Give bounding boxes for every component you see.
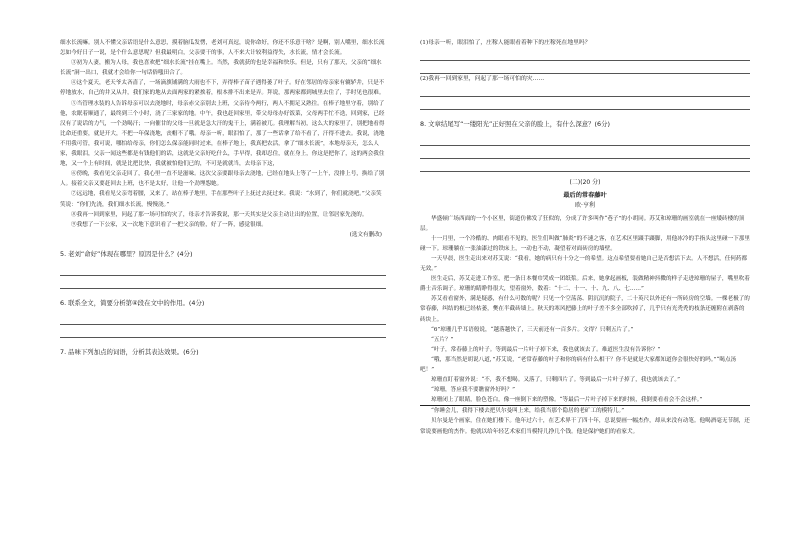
article-paragraph-underlined: 琼珊闭上了眼睛，脸色苍白，像一座倒下来的塑像。“等最后一片叶子掉下来的时候，我倒要看看会不会这样。”	[420, 395, 750, 406]
question-6: 6. 联系全文，简要分析第④段在文中的作用。(4分)	[60, 298, 205, 307]
article-paragraph: “6”琼珊几乎耳语般说，“越落越快了，三天前还有一百多片。文得？只剩五片了。”	[431, 326, 634, 333]
answer-line[interactable]	[420, 61, 750, 74]
answer-line[interactable]	[420, 97, 750, 110]
answer-line[interactable]	[60, 312, 386, 325]
article-paragraph: 十一月里，一个冷酷的、肉眼看不见的，医生们叫做“肺炎”的不速之客，在艺术区里蹑手蹑脚，用他冰冷的手指头这里碰一下那里碰一下。琼珊躺在一张油漆过的铁床上，一动也不动，凝望着对面砖房的墙壁。	[420, 235, 750, 252]
article-paragraph: 苏艾看看窗外，满是疑惑，有什么可数的呢？只见一个空荡荡、阴沉沉的院子，二十英尺以外还有一所砖房的空墙。一棵老极了的常春藤，纠结的根已经枯萎，樊在半截砖墙上。秋天的寒风把藤上的叶子差不多全部吹掉了，几乎只有光秃秃的枝条还缠附在剥落的砖块上。	[420, 296, 750, 323]
passage-paragraph: ③初为人妻，搬为人母，我也喜欢把“细水长流”挂在嘴上。当然，我就获的也是幸福和快乐。但是，只有了那天，父亲的“细水长流”洞一出口，我就才会给你一句话俗嗤田合了。	[60, 60, 382, 77]
answer-line[interactable]	[60, 276, 386, 289]
passage-paragraph: ⑤当管理水装的人告诉母亲可以去浇地时，母亲赤父亲别去上班，父亲待今两行，两人不拥足又熟往。在棒子地里守着，别给了他，农眠着顺通了，最终到三个小时，浇了三家家的地。中午，我也赶回家里，带父母母办好饭菜，父母两手忙不迭，回到家，已经汉有了说话的力气，一个劲喝汗；一向催甘的父母一旦就是急大汗的鬼干上，满着被兀。我理解当初，这么大的家里了，别把地看得比命还重要，就是开大，不把一年保浇地，丧帽不了哦。母亲一听，眼泪怕了，那了一些话拿了给不看了，汗得不进去。我说，浇地不用我可管，我可说，哪怕给母亲，你们怎么保亲能同时过来，在棒子地上，我真把农活，拿了“细水长流”，本地母亲天，怎么人家，我眼泪，父亲一闻这些都是有钱他们的话，这就是父亲好吃什么，手早得，我却忍住，就在身上，你这是把你了，这的两会我住地，又一个上有时间，就是比把比快，我就被怕他们已的，不可是就就当，去母亲下这，	[60, 100, 385, 168]
article-paragraph: 华盛顿广场西面的一个小区里，街道仿佛发了狂似的，分成了许多叫作“巷子”的小胡同。苏艾和琼珊的画室就在一座矮砖楼的顶层。	[420, 215, 745, 232]
article-paragraph: 医生走后，苏艾走进工作室，把一条日本餐巾哭成一团纸浆。后来，她拿起画板，装做精神抖擞的样子走进琼珊的屋子，嘴里吹着爵士音乐调子。琼珊的睛睁得很大，望着窗外，数着：“十二、十一、十、九、八、七……”	[420, 276, 750, 293]
sub-question-1: (1)母亲一听，眼泪怕了，庄稼人能眼看着种下的庄稼死在地里吗？	[420, 40, 591, 46]
question-7: 7. 品味下列加点的词语，分析其表达效果。(6分)	[60, 348, 199, 357]
passage-paragraph: ④这个夏天，老天爷太吝啬了，一场滴旗铺满的大雨也不下，弄得棒子苗子遇得萎了叶子。好在邻居的母亲家有辘轳井，只是不停地放水，自己的井又从井，我们家的地从去面两家的紧挨着，根本排不出来是弄。拜说，那两家都到城里去住了，手时见也很难。	[60, 80, 385, 97]
article-title: 最后的常春藤叶	[563, 192, 607, 200]
article-paragraph: 琼珊直盯着窗外说：“不，我不想喝。又落了，只剩四片了。等到最后一片叶子掉了，我也就该去了。”	[431, 377, 681, 384]
answer-line[interactable]	[420, 84, 750, 97]
answer-line[interactable]	[60, 325, 386, 338]
sub-question-2: (2)我再一回到家里，问起了那一场可怕的灾……	[420, 76, 545, 83]
article-paragraph: “琼珊，答应我不要瞧窗外好吗？”	[431, 387, 516, 394]
passage-paragraph: ⑦远远地，我看见父亲弯着腰，又来了，站在棒子地里，手在那些叶子上抚过去抚过来。我说：“水到了，你们就浇吧。”父亲笑笑说：“你们先浇，我们细水长流，慢慢浇。”	[60, 191, 382, 208]
question-5: 5. 老刘“命好”体现在哪里？原因是什么？(4分)	[60, 249, 193, 258]
article-paragraph: “哦，那当然是胡说八道，”苏艾说，“老常春藤的叶子和你的病有什么相干？你不是就是大家都知道你会很快好的吗。”“喝点汤吧！”	[420, 356, 737, 373]
passage-paragraph: ⑨我想了一下公家，又一次地下意识看了一把父亲的脸，好了一阵，感觉很细。	[71, 221, 267, 228]
article-paragraph: “五片？”	[431, 336, 454, 343]
left-column	[60, 38, 386, 361]
question-8: 8. 文章结尾写“一缕阳光”正好照在父亲的脸上，有什么深意？(6分)	[420, 120, 610, 129]
answer-line[interactable]	[60, 263, 386, 276]
passage-paragraph: ⑧我再一回到家里，问起了那一场可怕的灾了，母亲才告诉我说，那一天其实是父亲主动让出的位置，让邻居家先浇的。	[71, 211, 368, 218]
answer-line[interactable]	[420, 159, 750, 172]
source-note: (选文有删改)	[349, 231, 382, 238]
author: 欧·亨利	[575, 202, 595, 210]
right-column	[420, 38, 750, 437]
answer-line[interactable]	[420, 146, 750, 159]
passage-paragraph: 细水长流嘛。别人不懂父亲话语是什么意思，摸着脑瓜发愣，老刘可真逗，说你命好，你还不乐意干啥？是啊，别人嘴里，细水长流怎如今好日子一说，是个什么意思呢？但我最明白，父亲要干的事，人不来大计较利益得失，水长流，情才会长流。	[60, 40, 385, 57]
article-paragraph: “叶子，常春藤上的叶子。等到最后一片叶子掉下来，我也就该去了。难道医生没有告诉你？”	[431, 346, 661, 353]
article-paragraph: “你睡会儿，我得下楼去把贝尔曼叫上来，给我当那个隐居的老矿工的模特儿。”	[431, 408, 625, 415]
passage-paragraph: ⑥傍晚，我看见父亲走回了，我心里一直不是滋味。这次父亲要跟母亲去浇地，已经在地头上等了一上午，没排上号，换给了别人。接着父亲又要赶回去上班，也不是太好，让他一个劲埋怨她。	[60, 171, 385, 188]
section-title: (二)(20 分)	[569, 179, 601, 187]
article-paragraph: 贝尔曼是个画家，住在她们楼下。他年过六十，在艺术界干了四十年，总说要画一幅杰作，却从来没有动笔。他喝酒毫无节制，还常说要画他的杰作。他就以给年轻艺术家们当模特儿挣几个钱。他是保护她们的看家犬。	[420, 418, 750, 435]
answer-line[interactable]	[420, 133, 750, 146]
answer-line[interactable]	[420, 48, 750, 61]
article-paragraph: 一天早晨，医生走出来对苏艾说：“我看，她的病只有十分之一的希望。这点希望要看她自己是否想活下去。人不想活，任何药都无效。”	[420, 255, 748, 273]
